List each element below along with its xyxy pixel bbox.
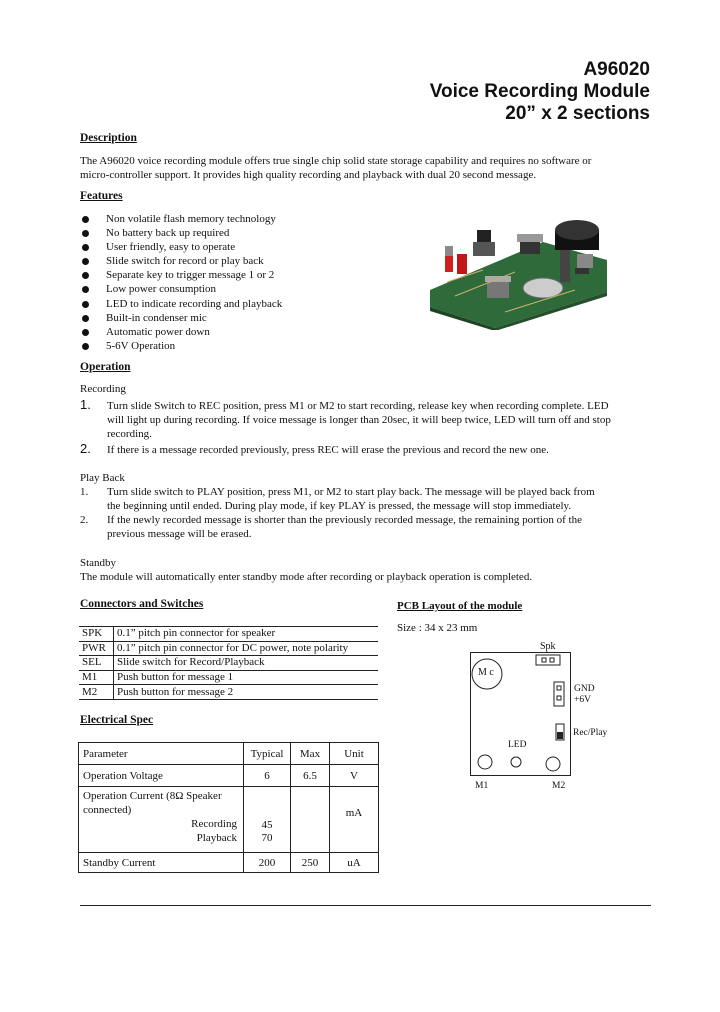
header-typical: Typical [244,743,291,765]
recording-step2-line1: If there is a message recorded previously, press REC will erase the previous and record the new one. [107,444,549,456]
connector-desc: 0.1” pitch pin connector for DC power, note polarity [114,641,379,656]
recording-step1-number: 1. [80,397,91,412]
features-heading: Features [80,190,123,202]
pcb-size: Size : 34 x 23 mm [397,622,478,634]
current-unit: mA [330,787,379,853]
standby-text: The module will automatically enter standby mode after recording or playback operation is completed. [80,571,533,583]
list-item: Non volatile flash memory technology [80,212,282,226]
header-parameter: Parameter [79,743,244,765]
playback-step1-line2: the beginning until ended. During play mode, if key PLAY is pressed, the message will stop immediately. [107,500,572,512]
bullet-icon [82,216,89,223]
table-row [79,685,378,700]
current-param-cell [79,787,244,853]
standby-unit: uA [330,853,379,873]
connectors-heading: Connectors and Switches [80,598,204,610]
table-row [79,656,378,671]
playback-label: Play Back [80,472,125,484]
bullet-icon [82,258,89,265]
electrical-heading: Electrical Spec [80,714,154,726]
header-max: Max [291,743,330,765]
list-item: Slide switch for record or play back [80,254,282,268]
header-unit: Unit [330,743,379,765]
description-line1: The A96020 voice recording module offers true single chip solid state storage capability and requires no software or [80,155,592,167]
playback-step2-number: 2. [80,514,89,526]
current-typical-cell [244,787,291,853]
voltage-typical: 6 [244,765,291,787]
pcb-heading: PCB Layout of the module [397,600,523,612]
pcb-spk-label: Spk [540,641,556,652]
current-typical-playback: 70 [261,832,273,844]
pcb-recplay-label: Rec/Play [573,728,608,738]
list-item: User friendly, easy to operate [80,240,282,254]
pcb-6v-label: +6V [574,695,591,705]
table-row [79,641,378,656]
standby-max: 250 [291,853,330,873]
connector-desc: Slide switch for Record/Playback [114,656,379,671]
current-sub-playback: Playback [196,832,237,844]
connector-key: SEL [79,656,114,671]
table-row [79,670,378,685]
features-list [80,212,282,353]
playback-step1-line1: Turn slide switch to PLAY position, press M1, or M2 to start play back. The message will be played back from [107,486,595,498]
standby-label: Standby [80,557,117,569]
list-item: 5-6V Operation [80,339,282,353]
recording-step1-line2: will light up during recording. If voice message is longer than 20sec, it will beep twice, LED will turn off and stop [107,414,611,426]
led [511,757,521,767]
standby-param: Standby Current [79,853,244,873]
pcb-mic-label: M c [478,667,494,678]
list-item: LED to indicate recording and playback [80,297,282,311]
connectors-table [79,626,378,700]
electrical-table [78,742,379,873]
table-row [79,743,379,765]
pcb-m2-label: M2 [552,781,566,791]
description-line2: micro-controller support. It provides high quality recording and playback with dual 20 second message. [80,169,537,181]
bullet-icon [82,301,89,308]
standby-typical: 200 [244,853,291,873]
connector-desc: Push button for message 1 [114,670,379,685]
part-number: A96020 [583,59,650,80]
m2-button [546,757,560,771]
description-heading: Description [80,132,137,144]
current-typical-recording: 45 [261,819,273,831]
pcb-gnd-label: GND [574,684,595,694]
connector-desc: Push button for message 2 [114,685,379,700]
voltage-param: Operation Voltage [79,765,244,787]
list-item: Separate key to trigger message 1 or 2 [80,268,282,282]
voltage-unit: V [330,765,379,787]
bullet-icon [82,230,89,237]
playback-step2-line1: If the newly recorded message is shorter than the previously recorded message, the remaining portion of the [107,514,582,526]
spk-connector [536,655,560,665]
bullet-icon [82,286,89,293]
pcb-m1-label: M1 [475,781,489,791]
list-item: Automatic power down [80,325,282,339]
bullet-icon [82,343,89,350]
recording-step1-line3: recording. [107,428,152,440]
table-row [79,627,378,642]
module-photo [425,212,610,330]
current-sub-recording: Recording [191,818,237,830]
voltage-max: 6.5 [291,765,330,787]
connector-desc: 0.1” pitch pin connector for speaker [114,627,379,642]
table-row [79,765,379,787]
current-param-line2: connected) [83,804,132,816]
current-max-cell [291,787,330,853]
table-row [79,787,379,853]
current-param-line1: Operation Current (8Ω Speaker [83,790,222,802]
connector-key: PWR [79,641,114,656]
recording-label: Recording [80,383,126,395]
recording-step1-line1: Turn slide Switch to REC position, press M1 or M2 to start recording, release key when recording complete. LED [107,400,609,412]
bullet-icon [82,329,89,336]
list-item: Built-in condenser mic [80,311,282,325]
connector-key: M2 [79,685,114,700]
m1-button [478,755,492,769]
operation-heading: Operation [80,361,131,373]
bullet-icon [82,315,89,322]
playback-step1-number: 1. [80,486,89,498]
footer-rule [80,905,651,906]
connector-key: M1 [79,670,114,685]
list-item: No battery back up required [80,226,282,240]
capacity-title: 20” x 2 sections [505,103,650,124]
connector-key: SPK [79,627,114,642]
playback-step2-line2: previous message will be erased. [107,528,252,540]
bullet-icon [82,272,89,279]
list-item: Low power consumption [80,282,282,296]
recording-step2-number: 2. [80,441,91,456]
pcb-led-label: LED [508,740,527,750]
table-row [79,853,379,873]
bullet-icon [82,244,89,251]
product-name: Voice Recording Module [429,81,650,102]
